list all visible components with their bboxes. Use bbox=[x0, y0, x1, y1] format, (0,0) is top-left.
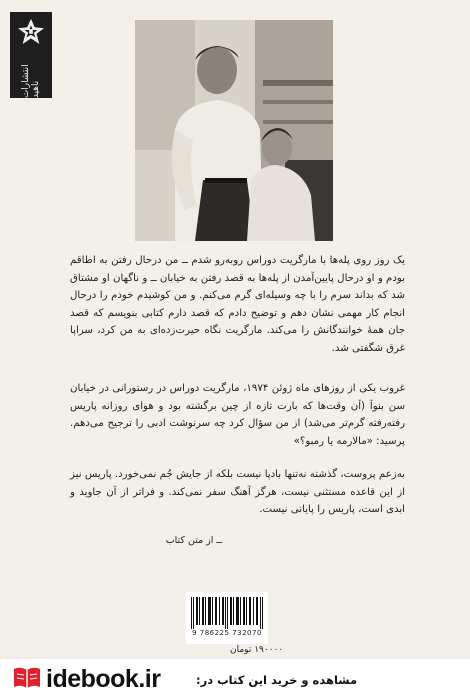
publisher-logo bbox=[10, 12, 52, 98]
publisher-name: انتشارات ناهید bbox=[21, 64, 41, 98]
site-brand[interactable]: idebook.ir bbox=[46, 665, 161, 693]
barcode-icon bbox=[191, 597, 263, 629]
excerpt-paragraph-1: یک روز روی پله‌ها با مارگریت دوراس روبه‌رو شدم ــ من درحال رفتن به اطاقم بودم و او درحال پایین‌آمدن از پله‌ها به قصد رفتن به خیابان ــ و ناگهان او مشتاق شد که بداند سرم را با چه وسیله‌ای گرم می‌کنم. و من کوشیدم خودم را درحال انجام کار مهمی نشان دهم و توضیح دادم که قصد دارم کتابی بنویسم که قصد جان همهٔ خوانندگانش را می‌کند. مارگریت نگاه حیرت‌زده‌ای به من کرد، سراپا غرق شگفتی شد. bbox=[70, 255, 405, 354]
excerpt-paragraph-2: غروب یکی از روزهای ماه ژوئن ۱۹۷۴، مارگریت دوراس در رستورانی در خیابان سن بنوآ (آن وقت‌ها که بارت تازه از چین برگشته بود و هوای روزانه پاریس رفته‌رفته گرم‌تر می‌شد) از من سؤال کرد چه سرنوشت ادبی را ترجیح می‌دهم. پرسید: «مالارمه یا رمبو؟» bbox=[70, 383, 405, 447]
barcode bbox=[186, 592, 268, 644]
author-photo bbox=[135, 20, 333, 241]
site-footer-banner[interactable] bbox=[0, 659, 470, 700]
isbn-number: 9 786225 732070 bbox=[192, 629, 262, 637]
book-icon bbox=[12, 666, 42, 690]
excerpt-paragraph-3: به‌زعم پروست، گذشته نه‌تنها بادپا نیست بلکه از جایش جُم نمی‌خورد. پاریس نیز از این قاعده مستثنی نیست، هرگز آهنگ سفر نمی‌کند. و فراتر از آن جاوید و ابدی است، پاریس را پایانی نیست. bbox=[70, 469, 405, 515]
star-emblem-icon bbox=[16, 18, 46, 46]
excerpt-source: ــ از متن کتاب bbox=[165, 535, 222, 546]
price-label: ۱۹۰۰۰۰ تومان bbox=[230, 645, 284, 655]
buy-cta-text[interactable]: مشاهده و خرید این کتاب در: bbox=[196, 673, 358, 687]
